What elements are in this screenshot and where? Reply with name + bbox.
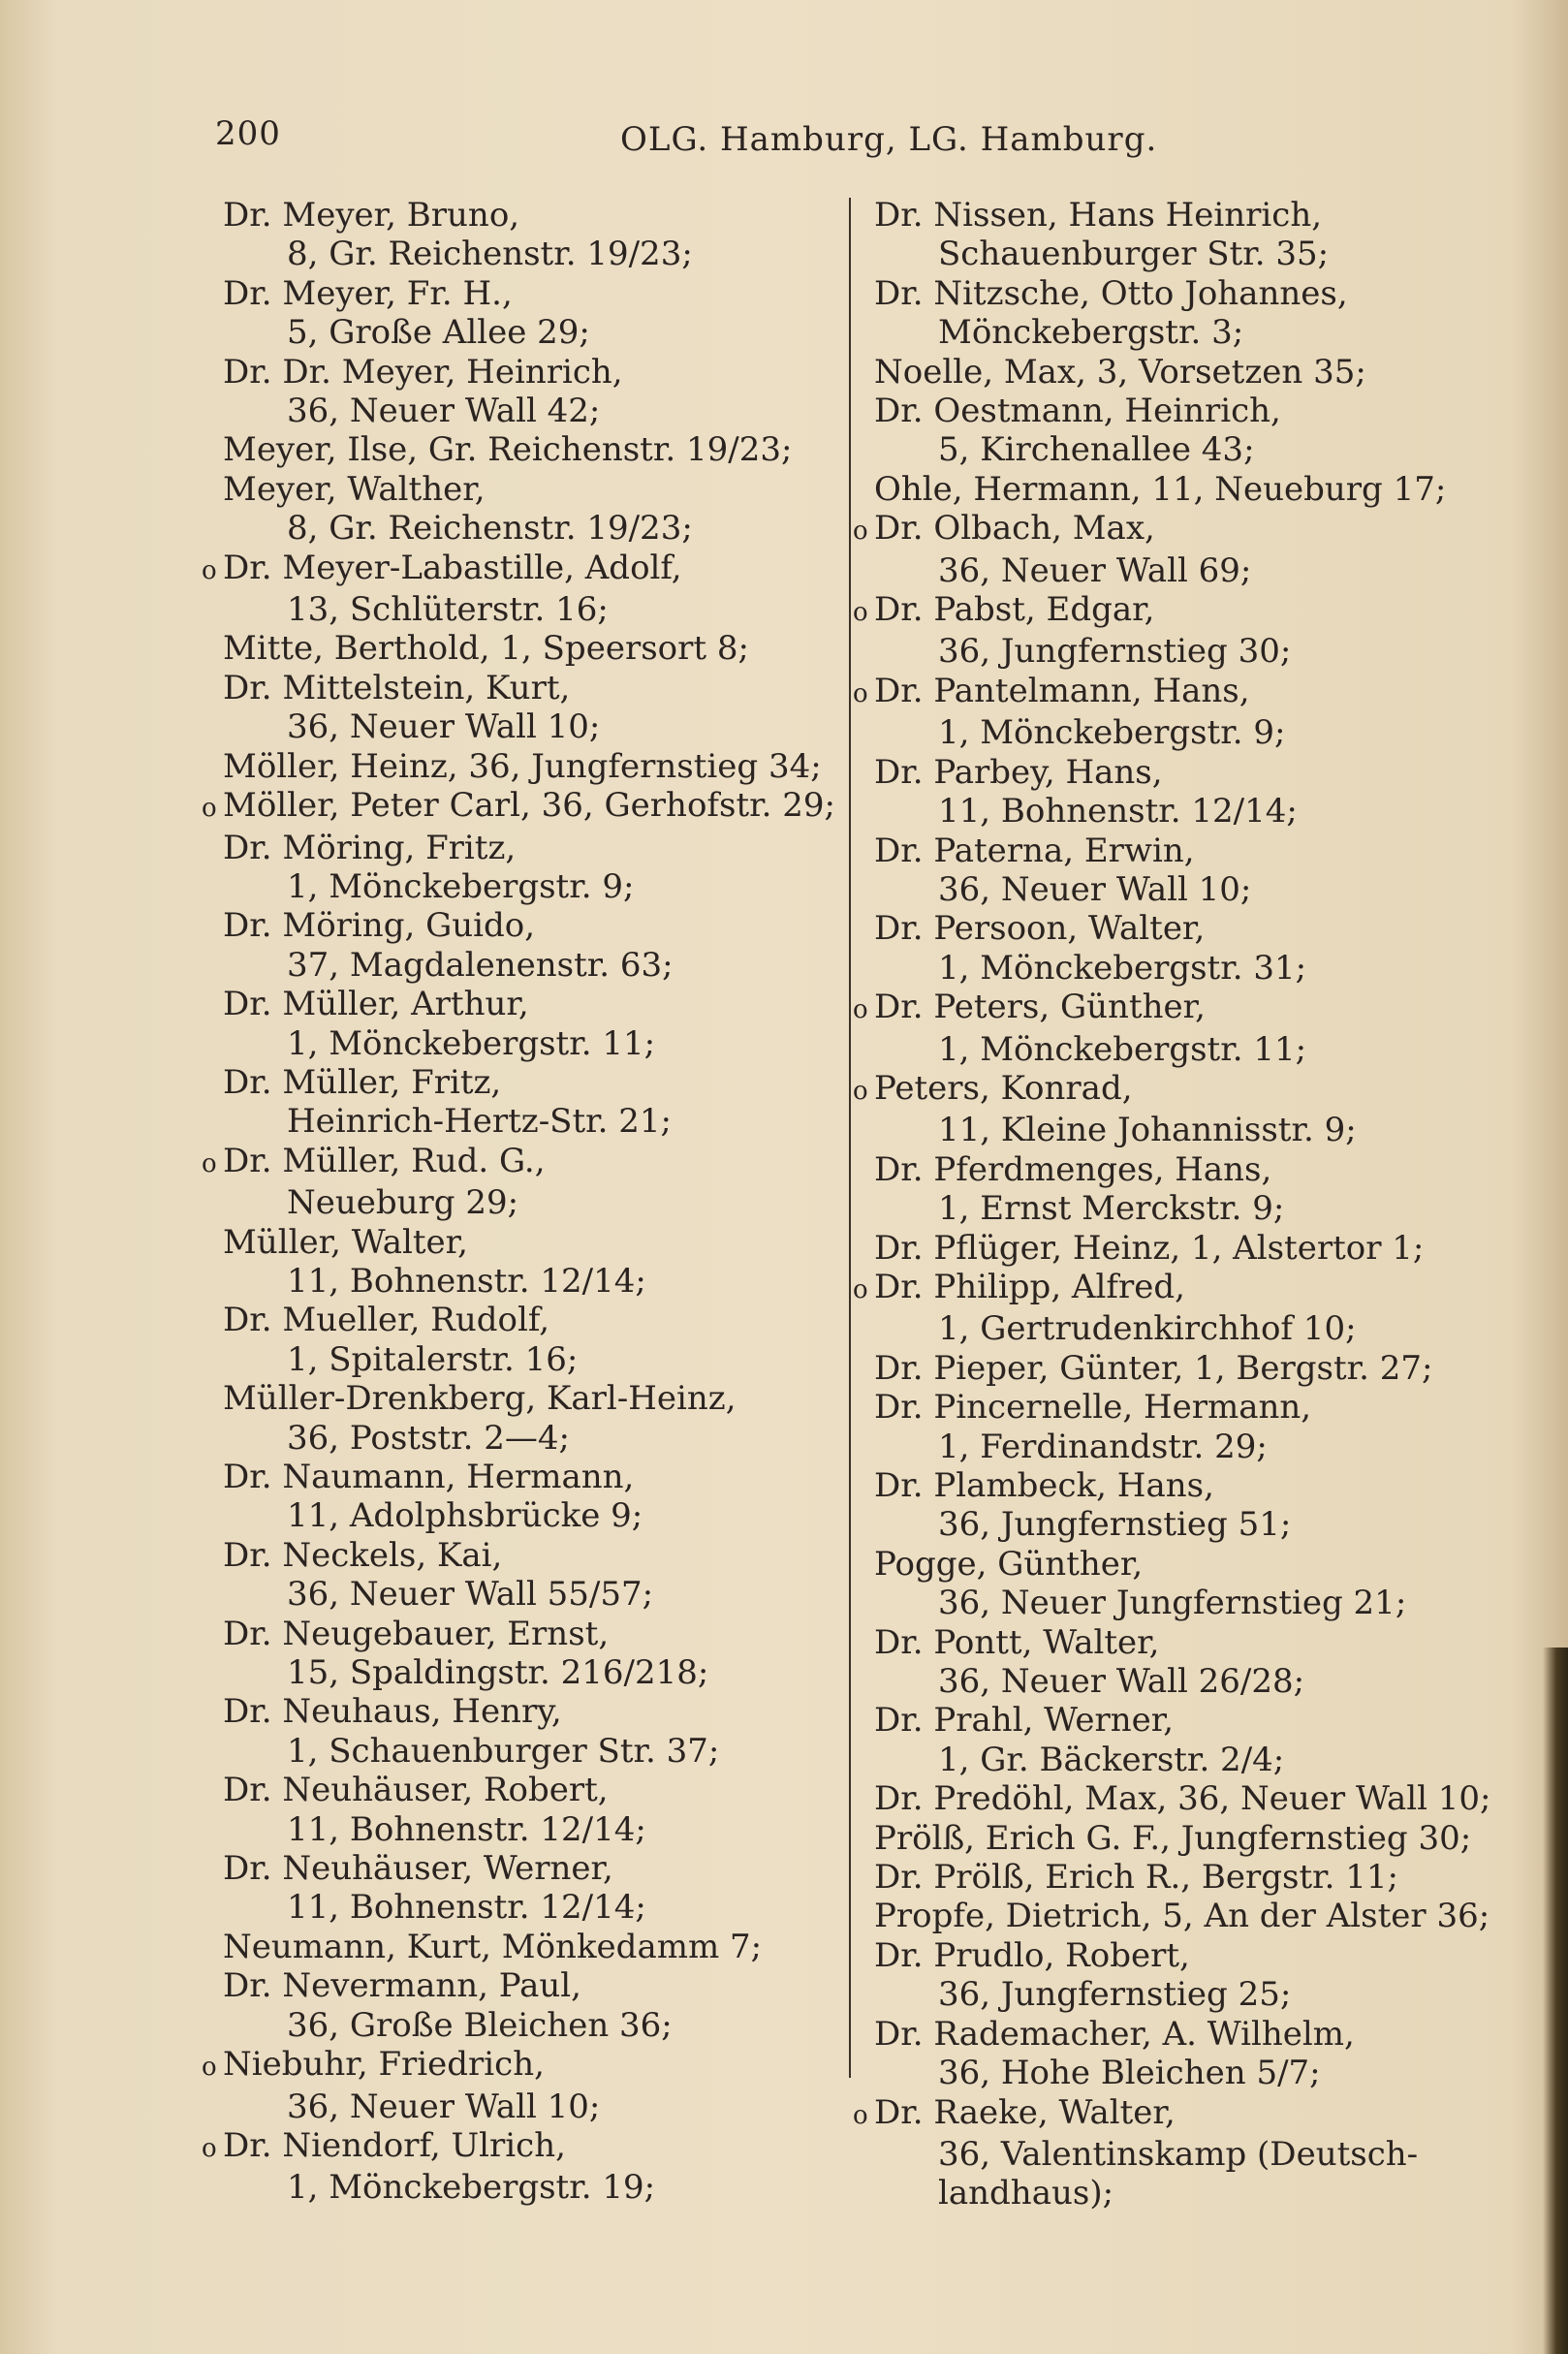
directory-entry xyxy=(202,2126,841,2208)
page-edge-shadow xyxy=(1543,1648,1568,2354)
entry-name: Dr. Mueller, Rudolf, xyxy=(223,1301,550,1340)
entry-name: Dr. Paterna, Erwin, xyxy=(874,831,1195,870)
entry-name-line xyxy=(202,1536,841,1575)
entry-address: 5, Kirchenallee 43; xyxy=(938,430,1255,470)
directory-entry xyxy=(853,1701,1483,1779)
entry-name: Dr. Niendorf, Ulrich, xyxy=(223,2125,566,2165)
entry-address: 11, Bohnenstr. 12/14; xyxy=(938,792,1298,832)
directory-entry xyxy=(853,1858,1483,1897)
entry-address: 1, Gr. Bäckerstr. 2/4; xyxy=(938,1740,1285,1779)
entry-address: 36, Jungfernstieg 25; xyxy=(938,1975,1292,2015)
entry-name-line xyxy=(202,985,841,1023)
entry-address: landhaus); xyxy=(938,2174,1114,2213)
entry-name-line xyxy=(202,1063,841,1102)
entry-name: Dr. Philipp, Alfred, xyxy=(874,1267,1185,1306)
entry-name: Dr. Möring, Fritz, xyxy=(223,828,517,867)
directory-entry xyxy=(853,1349,1483,1388)
entry-name-line xyxy=(853,1349,1483,1388)
entry-address: 1, Mönckebergstr. 19; xyxy=(287,2168,656,2208)
entry-address: 36, Valentinskamp (Deutsch- xyxy=(938,2134,1419,2174)
entry-name: Dr. Plambeck, Hans, xyxy=(874,1466,1214,1505)
entry-address: Mönckebergstr. 3; xyxy=(938,313,1244,353)
directory-entry xyxy=(853,2174,1483,2213)
entry-name-line xyxy=(853,1388,1483,1427)
entry-name-line xyxy=(202,1142,841,1183)
entry-name-line xyxy=(853,1701,1483,1740)
directory-entry xyxy=(202,470,841,549)
entry-address: 11, Bohnenstr. 12/14; xyxy=(287,1261,646,1301)
entry-name: Dr. Meyer, Fr. H., xyxy=(223,273,513,313)
entry-name: Dr. Pferdmenges, Hans, xyxy=(874,1149,1272,1189)
entry-address: 36, Jungfernstieg 30; xyxy=(938,632,1292,672)
entry-address: 1, Mönckebergstr. 11; xyxy=(287,1023,656,1063)
entry-name-line xyxy=(202,1692,841,1731)
directory-entry xyxy=(853,2015,1483,2093)
entry-name-line xyxy=(202,2126,841,2168)
entry-marker: o xyxy=(853,517,868,547)
entry-name: Dr. Neuhäuser, Werner, xyxy=(223,1849,613,1889)
entry-name-line xyxy=(202,786,841,828)
entry-name: Dr. Pincernelle, Hermann, xyxy=(874,1388,1312,1428)
entry-name: Pogge, Günther, xyxy=(874,1544,1144,1584)
entry-name: Meyer, Ilse, Gr. Reichenstr. 19/23; xyxy=(223,430,793,470)
entry-name: Prölß, Erich G. F., Jungfernstieg 30; xyxy=(874,1818,1472,1858)
entry-marker: o xyxy=(202,794,217,824)
entry-name-line xyxy=(853,909,1483,948)
entry-name: Dr. Meyer-Labastille, Adolf, xyxy=(223,548,682,587)
entry-name-line xyxy=(853,1819,1483,1858)
directory-entry xyxy=(853,590,1483,672)
entry-address: 1, Ferdinandstr. 29; xyxy=(938,1427,1268,1466)
directory-entry xyxy=(853,1623,1483,1702)
directory-entry xyxy=(202,669,841,747)
directory-entry xyxy=(202,1692,841,1771)
entry-name-line xyxy=(853,353,1483,392)
directory-entry xyxy=(202,906,841,985)
directory-entry xyxy=(853,470,1483,509)
entry-name-line xyxy=(202,669,841,707)
entry-marker: o xyxy=(853,995,868,1025)
entry-name: Dr. Pieper, Günter, 1, Bergstr. 27; xyxy=(874,1348,1433,1388)
entry-name-line xyxy=(853,1936,1483,1975)
entry-name-line xyxy=(853,988,1483,1029)
entry-name: Dr. Neckels, Kai, xyxy=(223,1535,503,1575)
entry-name-line xyxy=(202,829,841,867)
entry-name-line xyxy=(853,1897,1490,1936)
directory-entry xyxy=(202,1771,841,1849)
entry-name-line xyxy=(853,1545,1483,1584)
entry-address: 37, Magdalenenstr. 63; xyxy=(287,945,674,985)
directory-entry xyxy=(202,1223,841,1302)
directory-entry xyxy=(853,353,1483,392)
entry-name: Dr. Nitzsche, Otto Johannes, xyxy=(874,273,1348,313)
running-head: OLG. Hamburg, LG. Hamburg. xyxy=(620,120,1158,159)
entry-marker: o xyxy=(853,678,868,708)
directory-entry xyxy=(202,1928,841,1966)
entry-name: Dr. Peters, Günther, xyxy=(874,988,1206,1027)
entry-marker: o xyxy=(202,2053,217,2083)
entry-name-line xyxy=(853,1466,1483,1505)
entry-name: Dr. Prahl, Werner, xyxy=(874,1701,1175,1741)
entry-name-line xyxy=(853,672,1483,713)
entry-name: Dr. Pflüger, Heinz, 1, Alstertor 1; xyxy=(874,1228,1425,1268)
right-column xyxy=(853,196,1491,2213)
entry-name: Dr. Meyer, Bruno, xyxy=(223,196,520,235)
entry-name: Dr. Mittelstein, Kurt, xyxy=(223,668,571,707)
entry-name: Möller, Heinz, 36, Jungfernstieg 34; xyxy=(223,746,822,786)
entry-address: 13, Schlüterstr. 16; xyxy=(287,590,609,630)
entry-name-line xyxy=(853,1268,1483,1309)
entry-name-line xyxy=(202,1458,841,1496)
directory-entry xyxy=(853,1819,1483,1858)
directory-entry xyxy=(853,672,1483,753)
entry-name-line xyxy=(853,590,1483,632)
directory-entry xyxy=(202,549,841,630)
entry-address: 36, Neuer Wall 55/57; xyxy=(287,1575,654,1615)
directory-entry xyxy=(202,430,841,469)
directory-entry xyxy=(202,1142,841,1223)
entry-name: Dr. Prölß, Erich R., Bergstr. 11; xyxy=(874,1858,1398,1898)
directory-entry xyxy=(202,1379,841,1458)
entry-address: Schauenburger Str. 35; xyxy=(938,235,1330,274)
directory-entry xyxy=(853,1268,1483,1349)
entry-name: Dr. Müller, Arthur, xyxy=(223,985,529,1024)
entry-name: Dr. Oestmann, Heinrich, xyxy=(874,392,1281,431)
entry-address: Heinrich-Hertz-Str. 21; xyxy=(287,1102,672,1142)
entry-name: Dr. Neuhäuser, Robert, xyxy=(223,1771,609,1810)
directory-entry xyxy=(202,274,841,353)
entry-address: 1, Mönckebergstr. 31; xyxy=(938,948,1307,988)
directory-entry xyxy=(202,1615,841,1693)
entry-name-line xyxy=(853,392,1483,430)
entry-name: Müller, Walter, xyxy=(223,1222,468,1262)
directory-entry xyxy=(853,1466,1483,1545)
page-header xyxy=(0,114,1568,173)
entry-name: Dr. Persoon, Walter, xyxy=(874,909,1206,949)
entry-address: 1, Mönckebergstr. 9; xyxy=(938,713,1286,753)
directory-entry xyxy=(202,1536,841,1615)
entry-name: Dr. Naumann, Hermann, xyxy=(223,1458,635,1496)
entry-address: 1, Gertrudenkirchhof 10; xyxy=(938,1309,1357,1349)
entry-name-line xyxy=(202,1849,841,1888)
directory-entry xyxy=(202,1301,841,1379)
entry-address: 11, Kleine Johannisstr. 9; xyxy=(938,1111,1357,1150)
entry-name: Dr. Müller, Fritz, xyxy=(223,1062,502,1102)
entry-name-line xyxy=(853,1150,1483,1189)
entry-address: 36, Hohe Bleichen 5/7; xyxy=(938,2054,1321,2093)
left-column xyxy=(202,196,841,2208)
entry-name-line xyxy=(202,1301,841,1339)
entry-name: Niebuhr, Friedrich, xyxy=(223,2045,545,2085)
directory-entry xyxy=(202,829,841,907)
directory-entry xyxy=(202,2045,841,2126)
entry-address: 36, Neuer Wall 26/28; xyxy=(938,1662,1305,1702)
entry-address: 1, Schauenburger Str. 37; xyxy=(287,1731,720,1771)
directory-entry xyxy=(853,1229,1483,1268)
directory-entry xyxy=(853,2093,1483,2175)
entry-name-line xyxy=(202,1223,841,1262)
entry-address: 1, Spitalerstr. 16; xyxy=(287,1339,579,1379)
entry-name-line xyxy=(202,2045,841,2087)
entry-name: Ohle, Hermann, 11, Neueburg 17; xyxy=(874,469,1447,509)
entry-name: Dr. Pantelmann, Hans, xyxy=(874,671,1250,710)
entry-name-line xyxy=(853,509,1483,550)
directory-entry xyxy=(202,353,841,431)
entry-name-line xyxy=(202,906,841,945)
entry-name: Dr. Parbey, Hans, xyxy=(874,752,1163,792)
directory-entry xyxy=(853,509,1483,590)
entry-marker: o xyxy=(202,1148,217,1178)
entry-address: 1, Mönckebergstr. 9; xyxy=(287,866,635,906)
entry-marker: o xyxy=(853,598,868,628)
directory-entry xyxy=(202,1849,841,1928)
entry-address: Neueburg 29; xyxy=(287,1183,519,1223)
entry-address: 36, Neuer Jungfernstieg 21; xyxy=(938,1584,1407,1623)
entry-name: Noelle, Max, 3, Vorsetzen 35; xyxy=(874,352,1366,392)
entry-name-line xyxy=(853,2015,1483,2054)
directory-entry xyxy=(853,274,1483,353)
entry-address: 8, Gr. Reichenstr. 19/23; xyxy=(287,235,693,274)
entry-name: Dr. Dr. Meyer, Heinrich, xyxy=(223,352,623,392)
entry-name: Möller, Peter Carl, 36, Gerhofstr. 29; xyxy=(223,786,835,826)
entry-name-line xyxy=(202,274,841,313)
entry-name-line xyxy=(853,1623,1483,1662)
directory-entry xyxy=(853,909,1483,988)
directory-entry xyxy=(853,753,1483,832)
directory-entry xyxy=(853,196,1483,274)
entry-name-line xyxy=(202,196,841,235)
entry-address: 36, Neuer Wall 69; xyxy=(938,550,1252,590)
entry-name: Dr. Pabst, Edgar, xyxy=(874,590,1155,630)
entry-name: Propfe, Dietrich, 5, An der Alster 36; xyxy=(874,1897,1490,1936)
entry-name-line xyxy=(853,753,1483,792)
entry-address: 15, Spaldingstr. 216/218; xyxy=(287,1653,709,1693)
entry-marker: o xyxy=(202,555,217,585)
entry-name: Dr. Olbach, Max, xyxy=(874,509,1155,549)
entry-address: 1, Mönckebergstr. 11; xyxy=(938,1029,1307,1069)
entry-marker: o xyxy=(853,2100,868,2130)
entry-name: Peters, Konrad, xyxy=(874,1068,1133,1108)
entry-name-line xyxy=(202,1379,841,1418)
directory-entry xyxy=(202,747,841,786)
directory-entry xyxy=(202,786,841,828)
entry-name-line xyxy=(202,1966,841,2005)
entry-address: 8, Gr. Reichenstr. 19/23; xyxy=(287,509,693,549)
entry-name-line xyxy=(853,1069,1483,1111)
entry-name-line xyxy=(853,470,1483,509)
entry-name-line xyxy=(202,629,841,668)
entry-name: Müller-Drenkberg, Karl-Heinz, xyxy=(223,1379,737,1419)
entry-name: Mitte, Berthold, 1, Speersort 8; xyxy=(223,629,749,669)
entry-name-line xyxy=(853,832,1483,870)
directory-entry xyxy=(202,1966,841,2045)
directory-entry xyxy=(853,832,1483,910)
directory-entry xyxy=(853,1388,1483,1466)
directory-entry xyxy=(853,1150,1483,1229)
entry-name-line xyxy=(853,1779,1491,1819)
entry-name: Dr. Nevermann, Paul, xyxy=(223,1966,581,2006)
page-number: 200 xyxy=(215,114,281,153)
entry-name-line xyxy=(202,1928,841,1966)
entry-name: Meyer, Walther, xyxy=(223,469,486,509)
entry-address: 36, Neuer Wall 42; xyxy=(287,392,601,431)
entry-name-line xyxy=(202,430,841,469)
entry-name-line xyxy=(853,1858,1483,1897)
entry-marker: o xyxy=(853,1076,868,1106)
directory-entry xyxy=(202,629,841,668)
entry-marker: o xyxy=(202,2133,217,2163)
entry-name: Dr. Raeke, Walter, xyxy=(874,2092,1176,2132)
directory-entry xyxy=(853,1779,1491,1819)
entry-name: Dr. Neuhaus, Henry, xyxy=(223,1692,562,1732)
entry-address: 36, Jungfernstieg 51; xyxy=(938,1505,1292,1545)
entry-address: 36, Neuer Wall 10; xyxy=(287,2087,601,2126)
entry-address: 11, Bohnenstr. 12/14; xyxy=(287,1888,646,1928)
entry-name: Dr. Prudlo, Robert, xyxy=(874,1935,1190,1975)
entry-name-line xyxy=(202,1615,841,1653)
entry-address: 5, Große Allee 29; xyxy=(287,313,590,353)
entry-name-line xyxy=(853,1229,1483,1268)
entry-address: 36, Neuer Wall 10; xyxy=(938,869,1252,909)
entry-name: Dr. Müller, Rud. G., xyxy=(223,1141,546,1180)
entry-address: 1, Ernst Merckstr. 9; xyxy=(938,1189,1285,1229)
entry-name: Dr. Möring, Guido, xyxy=(223,906,536,946)
entry-name: Neumann, Kurt, Mönkedamm 7; xyxy=(223,1927,763,1966)
entry-address: 11, Adolphsbrücke 9; xyxy=(287,1496,643,1536)
entry-name: Dr. Nissen, Hans Heinrich, xyxy=(874,196,1323,235)
directory-entry xyxy=(853,1069,1483,1150)
directory-entry xyxy=(853,1545,1483,1623)
directory-entry xyxy=(202,985,841,1063)
entry-address: 36, Poststr. 2—4; xyxy=(287,1418,570,1458)
entry-name-line xyxy=(853,196,1483,235)
directory-entry xyxy=(853,988,1483,1069)
directory-entry xyxy=(853,1936,1483,2015)
entry-name-line xyxy=(202,1771,841,1809)
entry-name-line xyxy=(202,549,841,590)
directory-entry xyxy=(202,1063,841,1142)
entry-name: Dr. Rademacher, A. Wilhelm, xyxy=(874,2014,1355,2054)
column-divider xyxy=(849,198,851,2078)
directory-entry xyxy=(853,1897,1490,1936)
directory-entry xyxy=(202,1458,841,1536)
entry-name-line xyxy=(202,470,841,509)
entry-address: 36, Große Bleichen 36; xyxy=(287,2005,673,2045)
entry-name-line xyxy=(202,353,841,392)
directory-entry xyxy=(853,392,1483,470)
entry-address: 36, Neuer Wall 10; xyxy=(287,707,601,747)
entry-name: Dr. Neugebauer, Ernst, xyxy=(223,1614,610,1653)
entry-name-line xyxy=(853,2093,1483,2135)
entry-address: 11, Bohnenstr. 12/14; xyxy=(287,1809,646,1849)
entry-name-line xyxy=(202,747,841,786)
entry-marker: o xyxy=(853,1274,868,1304)
entry-name: Dr. Pontt, Walter, xyxy=(874,1622,1160,1662)
entry-name-line xyxy=(853,274,1483,313)
entry-name: Dr. Predöhl, Max, 36, Neuer Wall 10; xyxy=(874,1779,1491,1819)
directory-entry xyxy=(202,196,841,274)
